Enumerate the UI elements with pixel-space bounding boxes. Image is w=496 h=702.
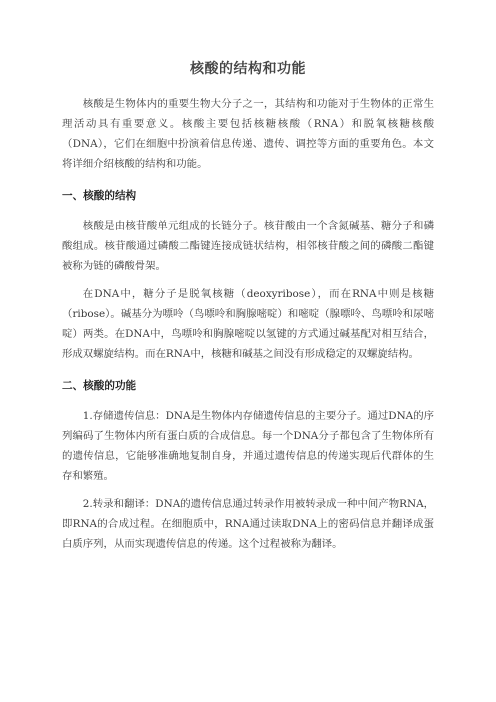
structure-paragraph-1: 核酸是由核苷酸单元组成的长链分子。核苷酸由一个含氮碱基、糖分子和磷酸组成。核苷酸通过磷酸二酯键连接成链状结构，相邻核苷酸之间的磷酸二酯键被称为链的磷酸骨架。	[62, 220, 434, 272]
structure-paragraph-2: 在DNA中，糖分子是脱氧核糖（deoxyribose），而在RNA中则是核糖（ribose）。碱基分为嘌呤（鸟嘌呤和胸腺嘧啶）和嘧啶（腺嘌呤、鸟嘌呤和尿嘧啶）两类。在DNA中，鸟嘌呤和胸腺嘧啶以氢键的方式通过碱基配对相互结合，形成双螺旋结构。而在RNA中，核糖和碱基之间没有形成稳定的双螺旋结构。	[62, 288, 434, 360]
function-paragraph-2: 2.转录和翻译：DNA的遗传信息通过转录作用被转录成一种中间产物RNA，即RNA的合成过程。在细胞质中，RNA通过读取DNA上的密码信息并翻译成蛋白质序列，从而实现遗传信息的传递。这个过程被称为翻译。	[62, 498, 434, 550]
section-heading-structure: 一、核酸的结构	[62, 190, 137, 202]
intro-paragraph: 核酸是生物体内的重要生物大分子之一，其结构和功能对于生物体的正常生理活动具有重要意义。核酸主要包括核糖核酸（RNA）和脱氧核糖核酸（DNA），它们在细胞中扮演着信息传递、遗传、调控等方面的重要角色。本文将详细介绍核酸的结构和功能。	[62, 98, 434, 170]
document-title: 核酸的结构和功能	[190, 61, 306, 77]
function-paragraph-1: 1.存储遗传信息：DNA是生物体内存储遗传信息的主要分子。通过DNA的序列编码了生物体内所有蛋白质的合成信息。每一个DNA分子都包含了生物体所有的遗传信息，它能够准确地复制自身，并通过遗传信息的传递实现后代群体的生存和繁殖。	[62, 410, 434, 482]
section-heading-function: 二、核酸的功能	[62, 380, 137, 392]
